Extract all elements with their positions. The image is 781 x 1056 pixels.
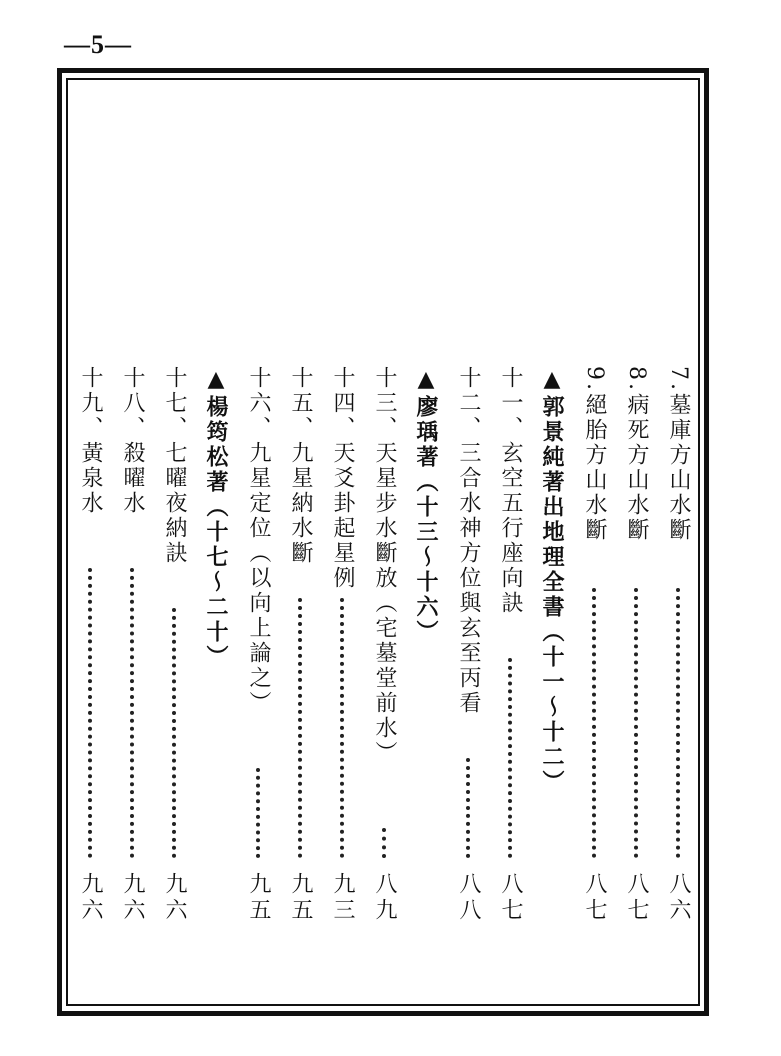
- toc-entry-17: [154, 366, 194, 924]
- toc-entry-title: 7.墓庫方山水斷: [666, 366, 691, 543]
- toc-entry-page: 八六: [666, 872, 691, 924]
- toc-entry-title: 十八、殺曜水: [120, 366, 145, 516]
- toc-entry-page: 八七: [498, 872, 523, 924]
- dot-leader: [382, 828, 386, 858]
- toc-entry-18: [112, 366, 152, 924]
- table-of-contents: [70, 366, 696, 926]
- dot-leader: [298, 598, 302, 858]
- toc-entry-title: 十五、九星納水斷: [288, 366, 313, 566]
- dot-leader: [634, 588, 638, 858]
- dot-leader: [508, 658, 512, 858]
- toc-entry-8: [616, 366, 656, 924]
- toc-entry-page: 八七: [624, 872, 649, 924]
- dot-leader: [466, 758, 470, 858]
- page-number: —5—: [64, 30, 132, 59]
- toc-heading-yang-yunsong: [196, 366, 236, 924]
- toc-entry-12: [448, 366, 488, 924]
- toc-entry-title: 8.病死方山水斷: [624, 366, 649, 543]
- toc-entry-9: [574, 366, 614, 924]
- toc-entry-title: 十二、三合水神方位與玄至丙看: [456, 366, 481, 716]
- dot-leader: [130, 568, 134, 858]
- toc-entry-19: [70, 366, 110, 924]
- toc-heading-liao-yu: [406, 366, 446, 924]
- toc-entry-page: 九六: [78, 872, 103, 924]
- dot-leader: [256, 768, 260, 858]
- toc-entry-15: [280, 366, 320, 924]
- toc-entry-page: 九六: [162, 872, 187, 924]
- toc-entry-page: 八八: [456, 872, 481, 924]
- toc-entry-title: 十四、天爻卦起星例: [330, 366, 355, 591]
- toc-entry-title: 十一、玄空五行座向訣: [498, 366, 523, 616]
- toc-entry-page: 九五: [288, 872, 313, 924]
- toc-entry-16: [238, 366, 278, 924]
- toc-entry-13: [364, 366, 404, 924]
- toc-heading-title: ▲楊筠松著（十七～二十）: [203, 366, 229, 670]
- toc-entry-page: 八七: [582, 872, 607, 924]
- toc-entry-title: 十六、九星定位（以向上論之）: [246, 366, 271, 716]
- toc-entry-11: [490, 366, 530, 924]
- toc-entry-page: 九五: [246, 872, 271, 924]
- dot-leader: [340, 598, 344, 858]
- toc-entry-14: [322, 366, 362, 924]
- toc-entry-page: 八九: [372, 872, 397, 924]
- toc-entry-title: 9.絕胎方山水斷: [582, 366, 607, 543]
- toc-heading-title: ▲廖瑀著（十三～十六）: [413, 366, 439, 645]
- toc-entry-title: 十九、黃泉水: [78, 366, 103, 516]
- dot-leader: [172, 608, 176, 858]
- toc-entry-page: 九六: [120, 872, 145, 924]
- toc-entry-7: [658, 366, 698, 924]
- dot-leader: [676, 588, 680, 858]
- dot-leader: [592, 588, 596, 858]
- toc-entry-page: 九三: [330, 872, 355, 924]
- toc-heading-title: ▲郭景純著出地理全書（十一～十二）: [539, 366, 565, 795]
- toc-entry-title: 十七、七曜夜納訣: [162, 366, 187, 566]
- dot-leader: [88, 568, 92, 858]
- toc-heading-guo-jingchun: [532, 366, 572, 924]
- toc-entry-title: 十三、天星步水斷放（宅墓堂前水）: [372, 366, 397, 766]
